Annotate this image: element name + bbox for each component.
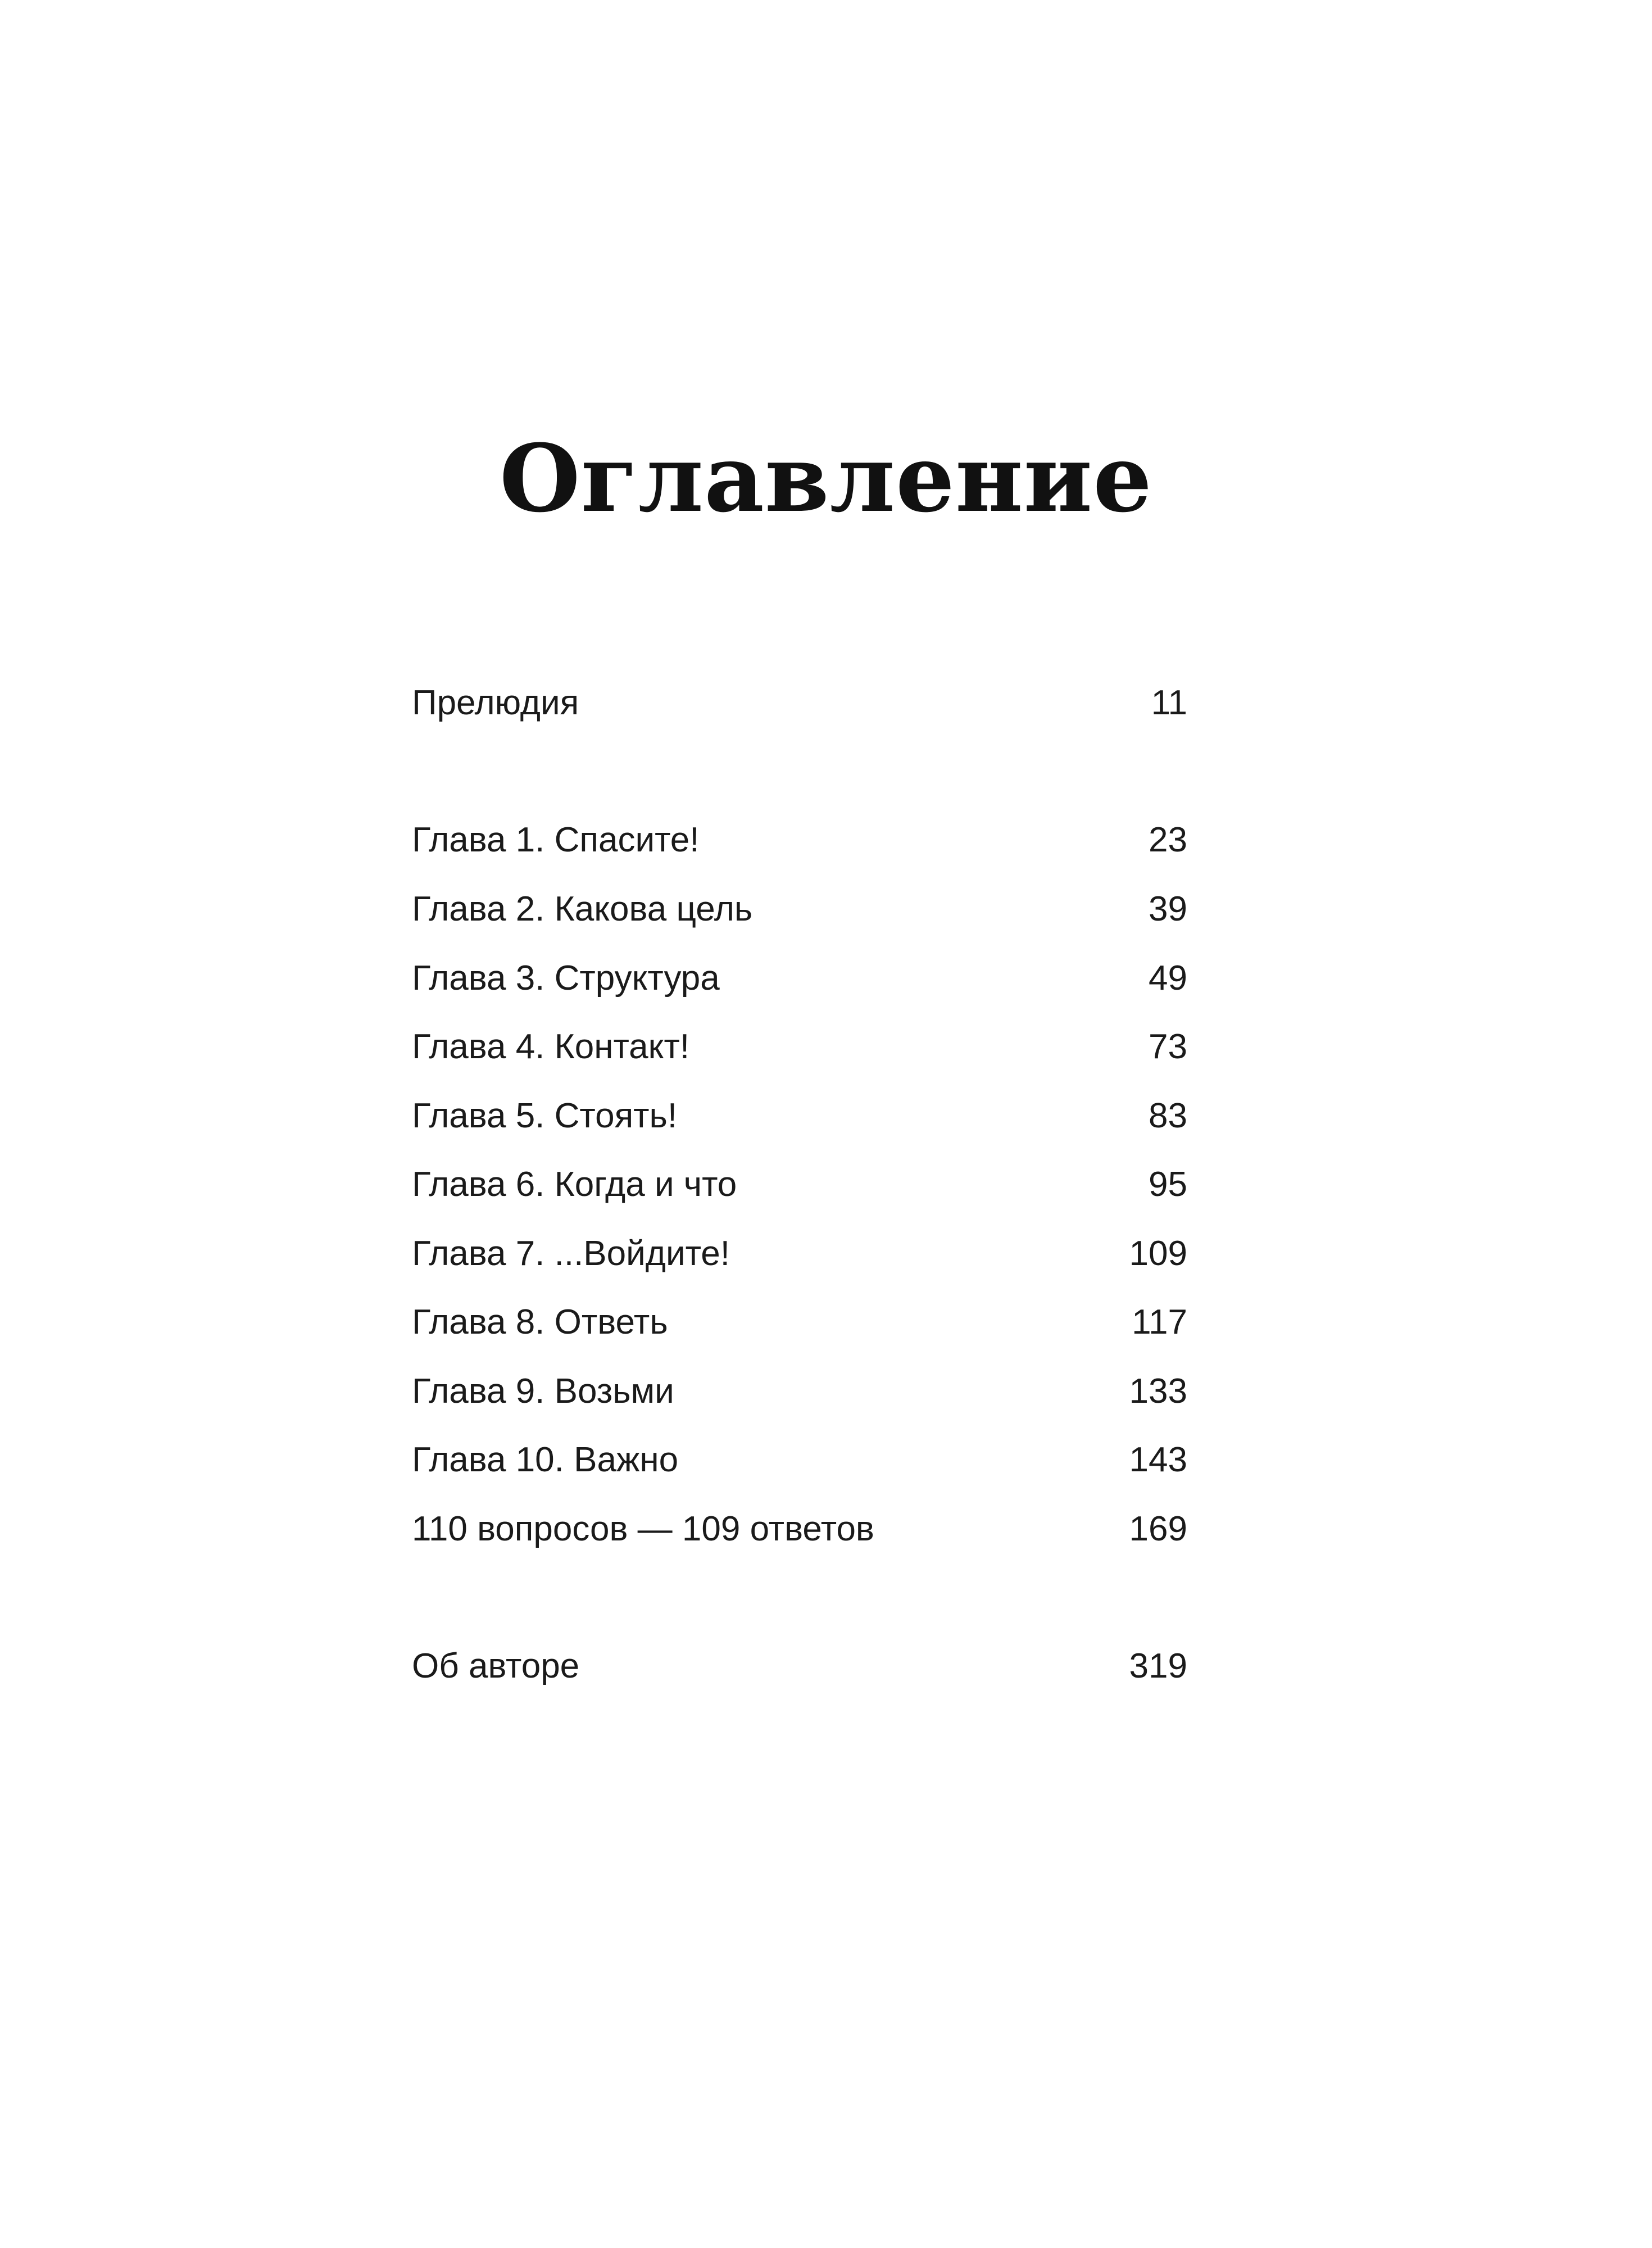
toc-entry-label: Прелюдия bbox=[412, 683, 579, 722]
toc-entry bbox=[412, 881, 1187, 937]
toc-entry-page: 117 bbox=[1132, 1302, 1187, 1341]
toc-entry bbox=[412, 1156, 1187, 1212]
toc-entry bbox=[412, 1294, 1187, 1350]
toc-entry bbox=[412, 950, 1187, 1006]
toc-entry-label: Глава 5. Стоять! bbox=[412, 1096, 678, 1135]
toc-entry-label: Глава 10. Важно bbox=[412, 1440, 679, 1479]
toc-entry-page: 11 bbox=[1151, 683, 1187, 722]
toc-entry-label: Глава 3. Структура bbox=[412, 958, 720, 998]
toc-entry bbox=[412, 1363, 1187, 1419]
toc-entry-label: Глава 1. Спасите! bbox=[412, 820, 700, 859]
toc-entry-page: 169 bbox=[1129, 1509, 1187, 1548]
toc-entry-page: 73 bbox=[1149, 1027, 1187, 1066]
toc-entry bbox=[412, 1225, 1187, 1281]
toc-entry-label: Глава 2. Какова цель bbox=[412, 889, 753, 928]
toc-entry-label: Глава 4. Контакт! bbox=[412, 1027, 690, 1066]
toc-entry-label: Глава 6. Когда и что bbox=[412, 1164, 737, 1204]
page-title: Оглавление bbox=[499, 423, 1153, 533]
toc-entry-page: 133 bbox=[1129, 1371, 1187, 1411]
toc-entry bbox=[412, 1087, 1187, 1144]
toc-entry bbox=[412, 1431, 1187, 1488]
toc-entry bbox=[412, 674, 1187, 731]
toc-entry-label: Глава 8. Ответь bbox=[412, 1302, 668, 1341]
toc-entry-label: 110 вопросов — 109 ответов bbox=[412, 1509, 874, 1548]
toc-entry-label: Глава 7. ...Войдите! bbox=[412, 1234, 730, 1273]
toc-entry-label: Глава 9. Возьми bbox=[412, 1371, 674, 1411]
toc-entry-page: 83 bbox=[1149, 1096, 1187, 1135]
toc-entry bbox=[412, 1501, 1187, 1557]
toc-entry bbox=[412, 1638, 1187, 1694]
toc-entry-page: 109 bbox=[1129, 1234, 1187, 1273]
toc-entry bbox=[412, 1018, 1187, 1075]
toc-entry-page: 49 bbox=[1149, 958, 1187, 998]
toc-entry-page: 143 bbox=[1129, 1440, 1187, 1479]
toc-entry-page: 95 bbox=[1149, 1164, 1187, 1204]
toc-entry-page: 39 bbox=[1149, 889, 1187, 928]
toc-entry-page: 319 bbox=[1129, 1646, 1187, 1685]
toc-entry-page: 23 bbox=[1149, 820, 1187, 859]
toc-entry-label: Об авторе bbox=[412, 1646, 580, 1685]
toc-entry bbox=[412, 812, 1187, 868]
